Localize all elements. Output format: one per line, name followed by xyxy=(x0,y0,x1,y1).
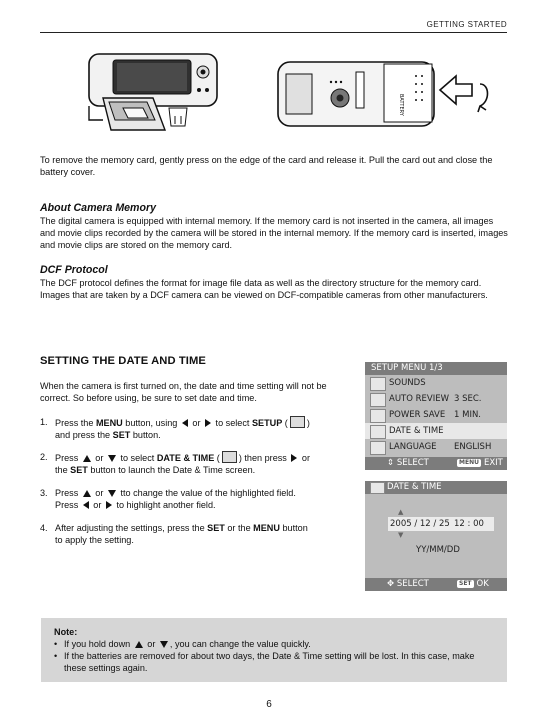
menu-row-power-save: POWER SAVE 1 MIN. xyxy=(365,407,507,423)
menu-button-label: MENU xyxy=(95,418,123,428)
step-3: 3. Press or tto change the value of the highlighted field. Press or to highlight another field. xyxy=(40,487,350,513)
step-text: Press the MENU button, using or to select SETUP ( ) and press the SET button. xyxy=(55,418,310,440)
date-time-icon xyxy=(222,451,237,463)
bullet: • xyxy=(54,639,58,649)
camera-card-illustration xyxy=(83,50,223,135)
setup-wrench-icon xyxy=(290,416,305,428)
date-time-title: DATE & TIME xyxy=(365,481,507,494)
note-title: Note: xyxy=(54,627,78,637)
battery-label: BATTERY xyxy=(398,94,404,116)
setup-menu-title: SETUP MENU 1/3 xyxy=(365,362,507,375)
menu-row-language: LANGUAGE ENGLISH xyxy=(365,439,507,455)
step-number: 1. xyxy=(40,417,48,427)
down-indicator-icon: ▼ xyxy=(398,531,404,539)
note-item-2: • If the batteries are removed for about two days, the Date & Time setting will be lost. In this case, make these settings again. xyxy=(54,651,475,673)
right-arrow-icon xyxy=(205,419,211,427)
menu-row-sounds: SOUNDS xyxy=(365,375,507,391)
header-rule xyxy=(40,32,507,33)
left-arrow-icon xyxy=(83,501,89,509)
language-icon xyxy=(370,441,386,455)
dcf-body: The DCF protocol defines the format for image file data as well as the directory structure for the memory card. Images that are taken by a DCF camera can be viewed on DCF-compatible cameras from other manufacturers. xyxy=(40,278,488,300)
date-time-heading: SETTING THE DATE AND TIME xyxy=(40,355,206,367)
review-icon xyxy=(370,393,386,407)
right-arrow-icon xyxy=(106,501,112,509)
down-arrow-icon xyxy=(108,490,116,497)
menu-row-date-time: DATE & TIME xyxy=(365,423,507,439)
date-time-screen xyxy=(365,481,507,591)
date-format: YY/MM/DD xyxy=(416,545,460,555)
select-arrows-icon: ✥ xyxy=(387,579,397,589)
set-badge: SET xyxy=(459,580,472,587)
page-number: 6 xyxy=(266,699,272,710)
setup-label: SETUP xyxy=(251,418,283,428)
date-time-icon xyxy=(370,425,386,439)
menu-row-auto-review: AUTO REVIEW 3 SEC. xyxy=(365,391,507,407)
up-arrow-icon xyxy=(83,490,91,497)
step-text: Press or tto change the value of the highlighted field. Press or to highlight another field. xyxy=(55,488,296,510)
up-arrow-icon xyxy=(135,641,143,648)
date-time-footer: ✥ SELECT SET OK xyxy=(365,578,507,591)
memory-heading: About Camera Memory xyxy=(40,202,156,214)
step-4: 4. After adjusting the settings, press the SET or the MENU button to apply the setting. xyxy=(40,522,350,548)
right-arrow-icon xyxy=(291,454,297,462)
left-arrow-icon xyxy=(182,419,188,427)
select-arrows-icon: ⇕ xyxy=(387,458,397,468)
date-time-intro: When the camera is first turned on, the date and time setting will not be correct. So before using, be sure to set date and time. xyxy=(40,381,327,403)
setup-menu-screen xyxy=(365,362,507,470)
step-text: Press or to select DATE & TIME ( ) then press or the SET button to launch the Date & Time screen. xyxy=(55,453,310,475)
bullet: • xyxy=(54,651,58,661)
memory-body: The digital camera is equipped with internal memory. If the memory card is not inserted in the camera, all images and movie clips recorded by the camera will be stored in the internal memory. If the memory card is inserted, images and movie clips are stored on the memory card. xyxy=(40,216,508,250)
down-arrow-icon xyxy=(108,455,116,462)
power-save-icon xyxy=(370,409,386,423)
menu-badge: MENU xyxy=(459,459,479,466)
date-time-icon xyxy=(370,482,385,494)
step-text: After adjusting the settings, press the SET or the MENU button to apply the setting. xyxy=(55,523,308,545)
up-arrow-icon xyxy=(83,455,91,462)
intro-paragraph: To remove the memory card, gently press on the edge of the card and release it. Pull the card out and close the battery cover. xyxy=(40,155,493,177)
step-1 xyxy=(40,416,350,442)
speaker-icon xyxy=(370,377,386,391)
set-button-label: SET xyxy=(112,430,131,440)
step-2: 2. Press or to select DATE & TIME ( ) then press or the SET button to launch the Date & Time screen. xyxy=(40,451,350,477)
note-item-1: • If you hold down or , you can change the value quickly. xyxy=(54,639,311,649)
camera-bottom-illustration xyxy=(276,54,496,134)
up-indicator-icon: ▲ xyxy=(398,508,404,516)
dcf-heading: DCF Protocol xyxy=(40,264,108,276)
date-value-field: 2005 / 12 / 25 12 : 00 xyxy=(388,517,494,531)
section-header: GETTING STARTED xyxy=(426,20,507,29)
down-arrow-icon xyxy=(160,641,168,648)
setup-menu-footer: ⇕ SELECT MENU EXIT xyxy=(365,457,507,470)
